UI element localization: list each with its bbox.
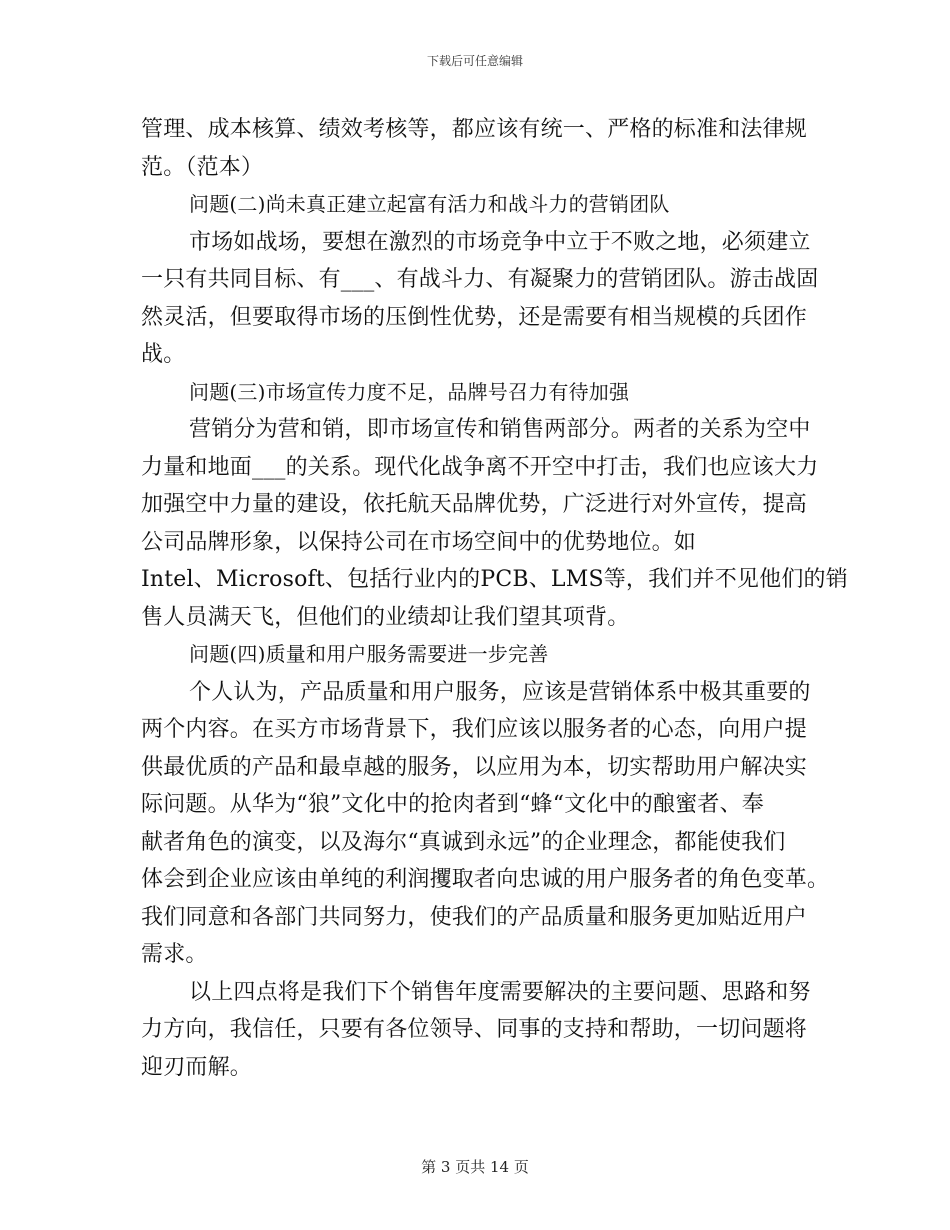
page-number: 第 3 页共 14 页 — [421, 1158, 529, 1176]
section-heading: 问题(二)尚未真正建立起富有活力和战斗力的营销团队 — [189, 192, 670, 216]
body-line: 个人认为，产品质量和用户服务，应该是营销体系中极其重要的 — [189, 679, 811, 705]
body-line: 我们同意和各部门共同努力，使我们的产品质量和服务更加贴近用户 — [141, 904, 808, 930]
body-line: 一只有共同目标、有___、有战斗力、有凝聚力的营销团队。游击战固 — [141, 267, 819, 292]
body-line: 需求。 — [141, 942, 208, 967]
body-line: 然灵活，但要取得市场的压倒性优势，还是需要有相当规模的兵团作 — [141, 304, 808, 330]
section-heading: 问题(四)质量和用户服务需要进一步完善 — [189, 642, 549, 666]
document-body — [141, 111, 848, 1086]
body-line: Intel、Microsoft、包括行业内的PCB、LMS等，我们并不见他们的销 — [141, 567, 848, 592]
body-line: 际问题。从华为“狼”文化中的抢肉者到“蜂“文化中的酿蜜者、奉 — [141, 792, 764, 817]
body-line: 力量和地面___的关系。现代化战争离不开空中打击，我们也应该大力 — [141, 454, 819, 480]
body-line: 市场如战场，要想在激烈的市场竞争中立于不败之地，必须建立 — [189, 229, 811, 255]
body-line: 管理、成本核算、绩效考核等，都应该有统一、严格的标准和法律规 — [141, 117, 808, 142]
body-line: 力方向，我信任，只要有各位领导、同事的支持和帮助，一切问题将 — [141, 1017, 808, 1042]
body-line: 以上四点将是我们下个销售年度需要解决的主要问题、思路和努 — [189, 979, 811, 1005]
body-line: 供最优质的产品和最卓越的服务，以应用为本，切实帮助用户解决实 — [141, 754, 808, 780]
body-line: 体会到企业应该由单纯的利润攫取者向忠诚的用户服务者的角色变革。 — [141, 867, 830, 892]
body-line: 加强空中力量的建设，依托航天品牌优势，广泛进行对外宣传，提高 — [141, 492, 808, 517]
section-heading: 问题(三)市场宣传力度不足，品牌号召力有待加强 — [189, 379, 630, 404]
body-line: 公司品牌形象，以保持公司在市场空间中的优势地位。如 — [141, 529, 697, 555]
page-header: 下载后可任意编辑 — [426, 54, 523, 68]
body-line: 两个内容。在买方市场背景下，我们应该以服务者的心态，向用户提 — [141, 717, 808, 742]
body-line: 营销分为营和销，即市场宣传和销售两部分。两者的关系为空中 — [189, 417, 811, 442]
body-line: 迎刃而解。 — [141, 1054, 253, 1080]
body-line: 战。 — [141, 342, 186, 367]
body-line: 范。（范本） — [141, 154, 264, 180]
body-line: 售人员满天飞，但他们的业绩却让我们望其项背。 — [141, 604, 630, 630]
body-line: 献者角色的演变，以及海尔“真诚到永远”的企业理念，都能使我们 — [141, 829, 786, 855]
